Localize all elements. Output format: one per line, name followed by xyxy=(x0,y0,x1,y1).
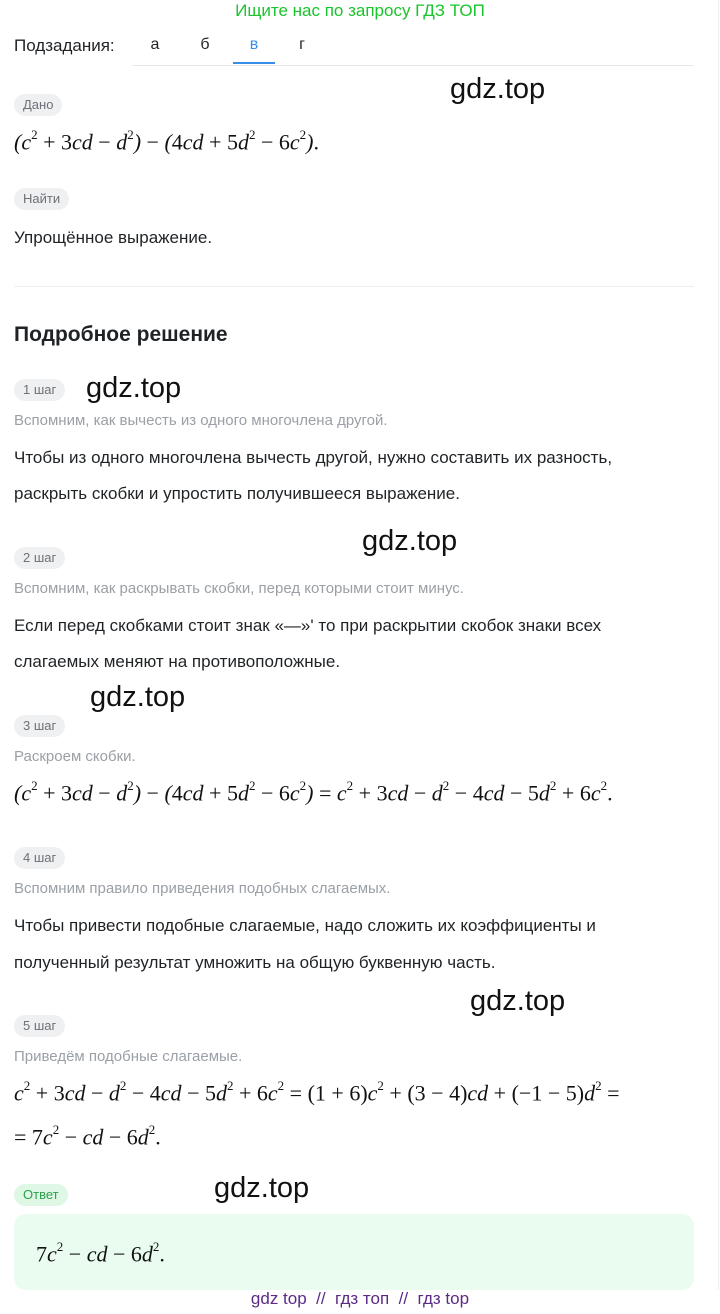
find-text: Упрощённое выражение. xyxy=(14,228,213,247)
footer-separator: // xyxy=(316,1289,326,1308)
step-2-line-2: слагаемых меняют на противоположные. xyxy=(14,652,341,671)
step-4-hint: Вспомним правило приведения подобных слагаемых. xyxy=(14,880,391,897)
footer-link-gdz-top-mixed[interactable]: гдз top xyxy=(417,1289,470,1308)
tab-g[interactable]: г xyxy=(299,36,305,53)
step-1-hint: Вспомним, как вычесть из одного многочлена другой. xyxy=(14,412,388,429)
tab-v-active[interactable]: в xyxy=(249,36,259,53)
tab-a[interactable]: а xyxy=(150,36,160,53)
search-banner: Ищите нас по запросу ГДЗ ТОП xyxy=(235,1,485,20)
step-1-line-1: Чтобы из одного многочлена вычесть другой, нужно составить их разность, xyxy=(14,448,613,467)
step-5-expression-line-1: $c^2 + 3cd - d^2 - 4cd - 5d^2 + 6c^2 = (1 + 6)c^2 + (3 - 4)cd + (-1 - 5)d^2$ = xyxy=(14,1078,620,1106)
given-expression: $(c^2 + 3cd - d^2) - (4cd + 5d^2 - 6c^2)$. xyxy=(14,127,319,155)
section-divider xyxy=(14,286,694,287)
answer-expression: $7c^2$ − cd − $6d^2$. xyxy=(36,1239,165,1267)
step-2-line-1: Если перед скобками стоит знак «—»' то при раскрытии скобок знаки всех xyxy=(14,616,602,635)
watermark: gdz.top xyxy=(470,985,566,1017)
step-4-chip: 4 шаг xyxy=(14,847,65,869)
step-2-chip: 2 шаг xyxy=(14,547,65,569)
step-5-chip: 5 шаг xyxy=(14,1015,65,1037)
step-5-hint: Приведём подобные слагаемые. xyxy=(14,1048,243,1065)
step-1-chip: 1 шаг xyxy=(14,379,65,401)
step-3-expression: $(c^2 + 3cd - d^2) - (4cd + 5d^2 - 6c^2) = c^2 + 3cd - d^2 - 4cd - 5d^2 + 6c^2$. xyxy=(14,778,613,806)
step-3-hint: Раскроем скобки. xyxy=(14,748,136,765)
watermark: gdz.top xyxy=(450,73,546,105)
step-1-line-2: раскрыть скобки и упростить получившееся выражение. xyxy=(14,484,460,503)
solution-title: Подробное решение xyxy=(14,323,228,346)
active-tab-indicator xyxy=(233,62,275,64)
step-2-hint: Вспомним, как раскрывать скобки, перед которыми стоит минус. xyxy=(14,580,464,597)
subtasks-divider xyxy=(132,65,694,66)
find-chip: Найти xyxy=(14,188,69,210)
tab-b[interactable]: б xyxy=(200,36,210,53)
watermark: gdz.top xyxy=(362,525,458,557)
step-3-chip: 3 шаг xyxy=(14,715,65,737)
watermark: gdz.top xyxy=(214,1172,310,1204)
footer-links xyxy=(0,1289,720,1309)
footer-link-gdz-top[interactable]: gdz top xyxy=(250,1289,307,1308)
answer-chip: Ответ xyxy=(14,1184,68,1206)
subtasks-label: Подзадания: xyxy=(14,36,115,55)
footer-separator: // xyxy=(398,1289,409,1308)
footer-link-gdz-top-ru[interactable]: гдз топ xyxy=(335,1289,390,1308)
step-4-line-2: полученный результат умножить на общую буквенную часть. xyxy=(14,953,496,972)
watermark: gdz.top xyxy=(90,681,186,713)
given-chip: Дано xyxy=(14,94,62,116)
page-edge-rule xyxy=(718,0,719,1290)
step-5-expression-line-2: = $7c^2$ − cd − $6d^2$. xyxy=(14,1122,161,1150)
watermark: gdz.top xyxy=(86,372,182,404)
step-4-line-1: Чтобы привести подобные слагаемые, надо сложить их коэффициенты и xyxy=(14,916,596,935)
